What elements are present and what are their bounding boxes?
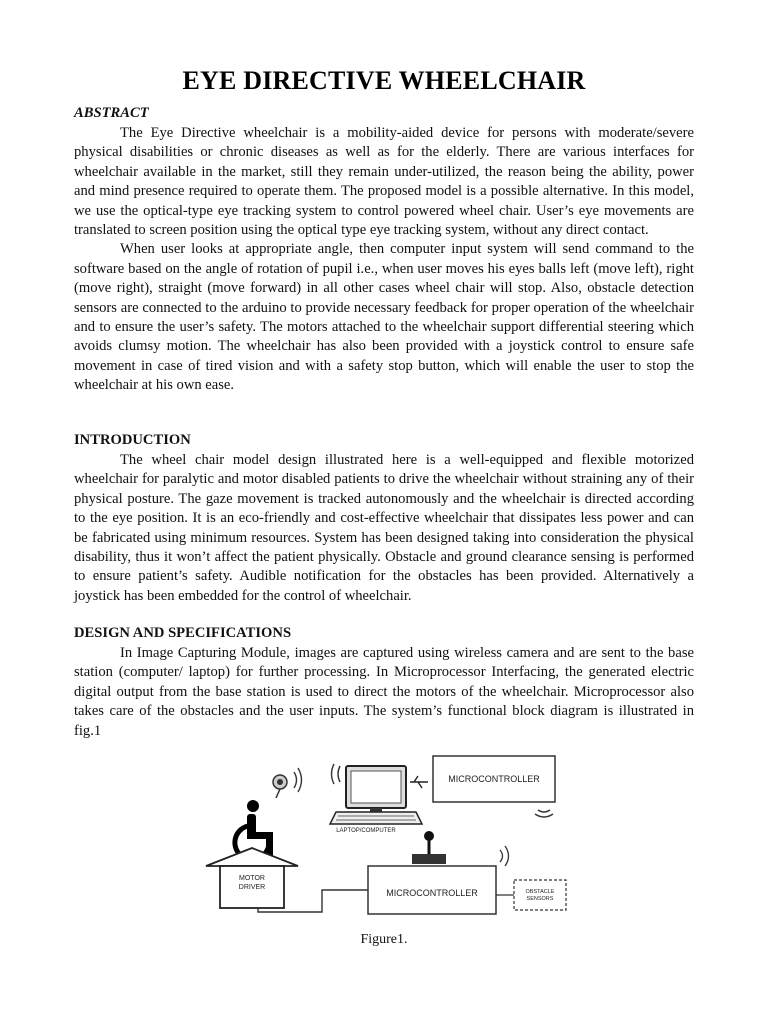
wireless-icon (338, 766, 340, 782)
abstract-heading: ABSTRACT (74, 105, 149, 121)
microcontroller-top-label: MICROCONTROLLER (448, 774, 540, 784)
motor-driver-label-2: DRIVER (238, 884, 266, 891)
microcontroller-bottom-label: MICROCONTROLLER (386, 888, 478, 898)
wireless-icon (538, 810, 550, 812)
obstacle-label-1: OBSTACLE (525, 889, 555, 895)
introduction-heading: INTRODUCTION (74, 432, 191, 448)
motor-driver-label-1: MOTOR (239, 875, 265, 882)
obstacle-sensors-box (514, 880, 566, 910)
design-body (74, 644, 694, 741)
laptop-label: LAPTOP/COMPUTER (336, 828, 396, 834)
usb-icon (410, 776, 428, 788)
abstract-paragraph-2: When user looks at appropriate angle, then computer input system will send command to the software based on the angle of rotation of pupil i.e., when user moves his eyes balls left (move left), right (move right), straight (move forward) in all other cases wheel chair will stop. Also, obstacle detection sensors are connected to the arduino to provide necessary feedback for proper operation of the wheelchair and to ensure the user’s safety. The motors attached to the wheelchair support differential steering which avoids clumsy motion. The wheelchair has also been provided with a joystick control to ensure safe movement in case of tired vision and with a safety stop button, which will enable the user to stop the wheelchair at his own ease. (74, 241, 694, 394)
abstract-paragraph-1: The Eye Directive wheelchair is a mobility-aided device for persons with moderate/severe physical disabilities or chronic diseases as well as for the elderly. There are various interfaces for wheelchair available in the market, still they remain under-utilized, the reason being the ability, power and mind presence required to operate them. The proposed model is a possible alternative. In this model, we use the optical-type eye tracking system to control powered wheel chair. User’s eye movements are translated to screen position using the optical type eye tracking system, without any direct contact. (74, 125, 694, 239)
joystick-icon (412, 831, 446, 864)
introduction-body (74, 451, 694, 606)
obstacle-label-2: SENSORS (526, 896, 554, 902)
camera-icon (273, 775, 287, 798)
design-paragraph-1: In Image Capturing Module, images are captured using wireless camera and are sent to the base station (computer/ laptop) for further processing. In Microprocessor Interfacing, the generated electric digital output from the base station is used to direct the motors of the wheelchair. Microprocessor also takes care of the obstacles and the user inputs. The system’s functional block diagram is illustrated in fig.1 (74, 645, 694, 739)
page-title: EYE DIRECTIVE WHEELCHAIR (182, 66, 586, 95)
block-diagram-svg (200, 752, 580, 922)
motor-driver-roof (206, 848, 298, 866)
abstract-body (74, 124, 694, 396)
design-heading: DESIGN AND SPECIFICATIONS (74, 625, 292, 641)
block-diagram-figure (200, 752, 580, 922)
figure-caption: Figure1. (360, 932, 408, 947)
introduction-paragraph-1: The wheel chair model design illustrated here is a well-equipped and flexible motorized wheelchair for paralytic and motor disabled patients to drive the wheelchair without straining any of their physical posture. The gaze movement is tracked autonomously and the wheelchair is directed according to the eye position. It is an eco-friendly and cost-effective wheelchair that dissipates less power and can be fabricated using minimum resources. System has been designed taking into consideration the physical disability, thus it won’t affect the patient physically. Obstacle and ground clearance sensing is performed to ensure patient’s safety. Audible notification for the obstacles has been provided. Alternatively a joystick has been embedded for the control of wheelchair. (74, 452, 694, 604)
computer-icon (330, 766, 422, 824)
